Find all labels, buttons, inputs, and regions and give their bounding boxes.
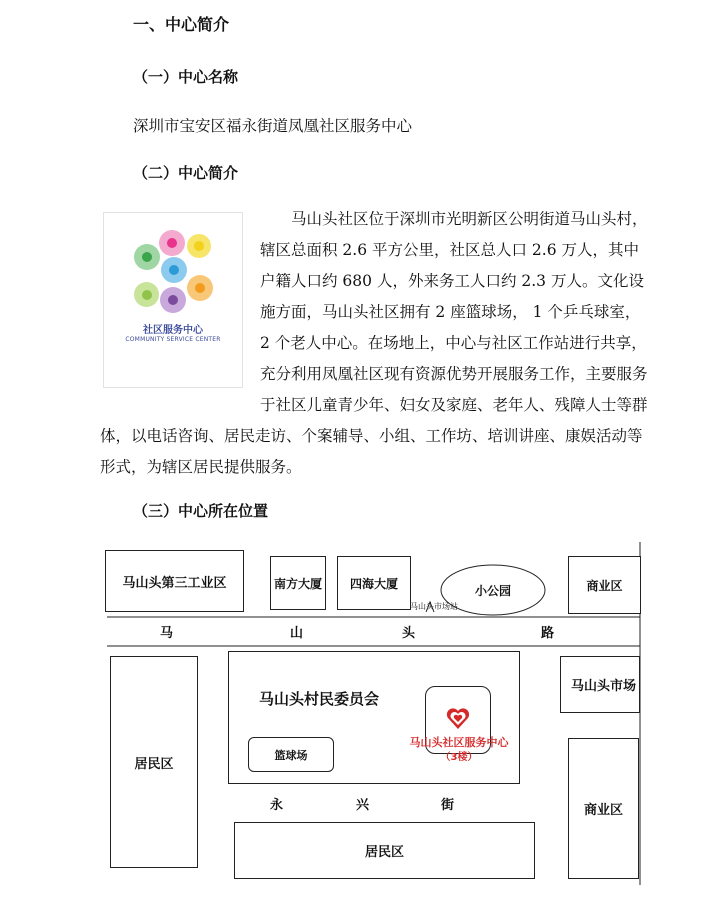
market: 马山头市场 bbox=[560, 656, 640, 713]
intro-text: 马山头社区位于深圳市光明新区公明街道马山头村，辖区总面积 2.6 平方公里，社区总人口 2.6 万人，其中户籍人口约 680 人，外来务工人口约 2.3 万人。文化设施方面，马山头社区拥有 2 座篮球场， 1 个乒乓球室，2 个老人中心。在场地上，中心与社区工作站进行共享，充分利用凤凰社区现有资源优势开展服务工作，主要服务于社区儿童青少年、妇女及家庭、老年人、残障人士等群体，以电话咨询、居民走访、个案辅导、小组、工作坊、培训讲座、康娱活动等形式，为辖区居民提供服务。 bbox=[100, 210, 648, 476]
basketball-court: 篮球场 bbox=[248, 737, 334, 772]
intro-paragraph bbox=[100, 204, 648, 483]
logo-text-en: COMMUNITY SERVICE CENTER bbox=[125, 336, 221, 343]
residential-left: 居民区 bbox=[110, 656, 198, 868]
center-name: 深圳市宝安区福永街道凤凰社区服务中心 bbox=[133, 117, 413, 135]
commerce-zone-top: 商业区 bbox=[568, 556, 641, 614]
subsection-title-intro: （二）中心简介 bbox=[133, 164, 239, 182]
bus-stop-label: 马山头市场站 bbox=[410, 602, 458, 611]
road-char: 山 bbox=[290, 626, 304, 641]
road-char: 马 bbox=[160, 626, 174, 641]
subsection-title-name: （一）中心名称 bbox=[133, 68, 239, 86]
service-center-label: 马山头社区服务中心 bbox=[409, 736, 509, 749]
logo-text-cn: 社区服务中心 bbox=[143, 325, 203, 336]
subsection-title-location: （三）中心所在位置 bbox=[133, 502, 269, 520]
commerce-zone-right: 商业区 bbox=[568, 738, 639, 879]
heart-icon bbox=[446, 708, 470, 730]
road-char: 头 bbox=[402, 626, 416, 641]
street-char: 兴 bbox=[356, 798, 370, 813]
committee-label: 马山头村民委员会 bbox=[259, 690, 380, 708]
residential-bottom: 居民区 bbox=[234, 822, 535, 879]
nanfang-building: 南方大厦 bbox=[270, 556, 326, 610]
road-char: 路 bbox=[541, 626, 555, 641]
location-map bbox=[0, 540, 703, 900]
industrial-zone: 马山头第三工业区 bbox=[105, 550, 244, 612]
section-title: 一、中心简介 bbox=[133, 15, 230, 34]
street-char: 街 bbox=[441, 798, 455, 813]
park: 小公园 bbox=[474, 584, 511, 598]
street-char: 永 bbox=[270, 798, 284, 813]
service-center-floor: （3楼） bbox=[440, 752, 478, 763]
sihai-building: 四海大厦 bbox=[337, 556, 411, 610]
